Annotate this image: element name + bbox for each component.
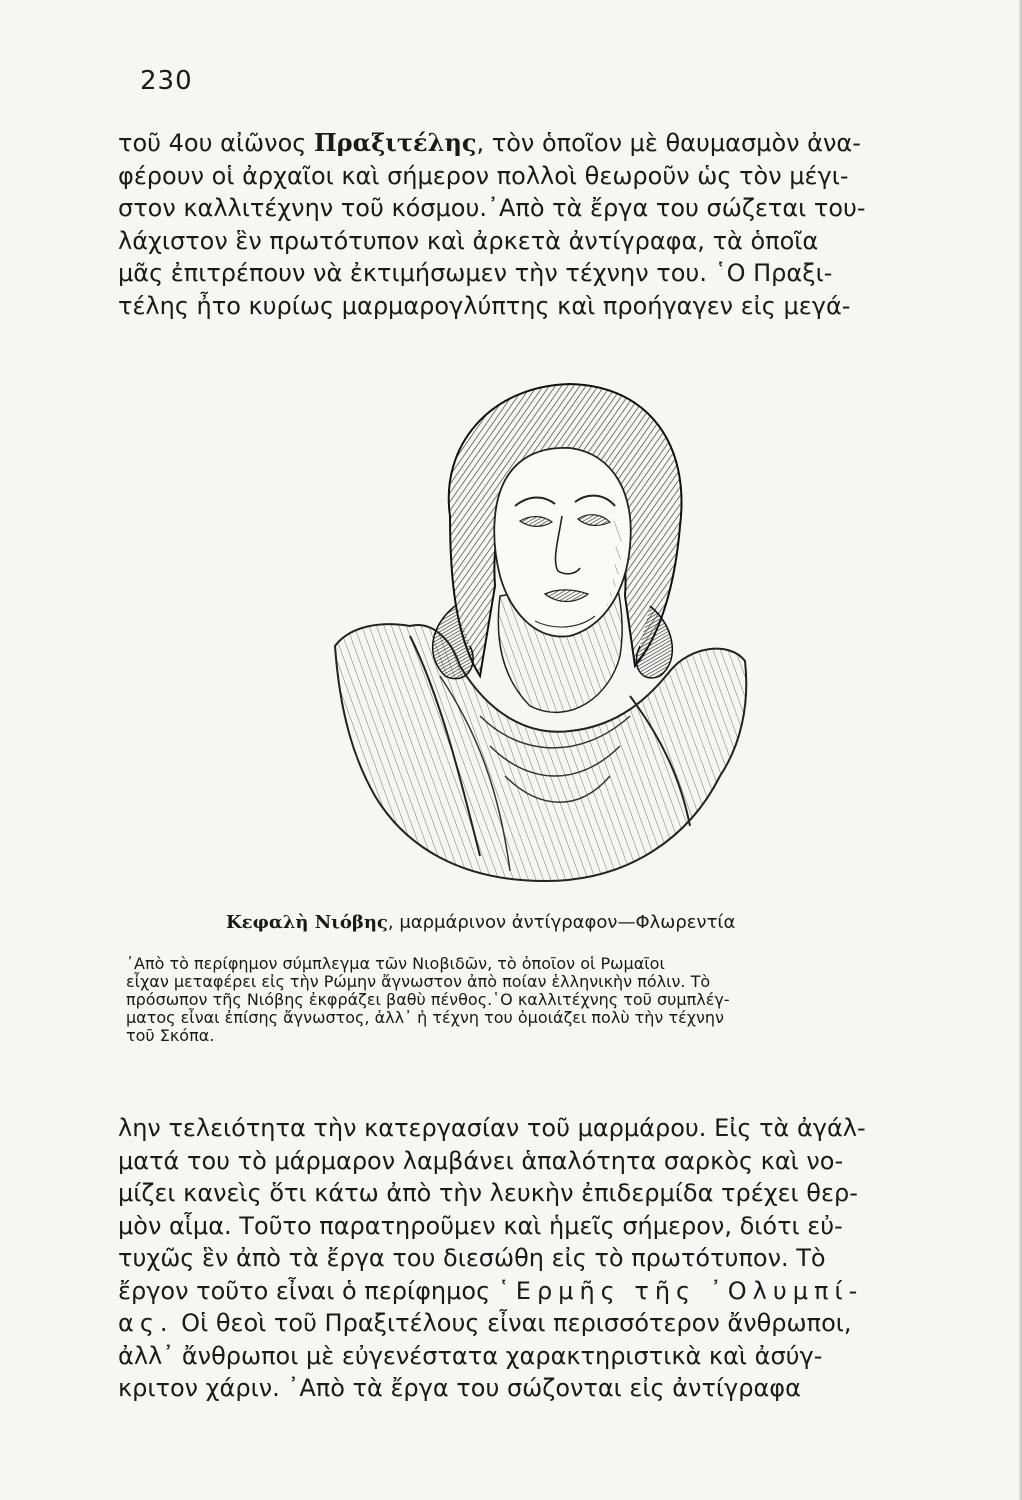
text-line: μὸν αἷμα. Τοῦτο παρατηροῦμεν καὶ ἡμεῖς σήμερον, διότι εὐ-: [118, 1211, 843, 1240]
top-paragraph: [118, 127, 964, 322]
bold-name-praxiteles: Πραξιτέλης: [313, 128, 477, 157]
caption-line: τοῦ Σκόπα.: [126, 1026, 215, 1045]
text-line: κριτον χάριν. ᾿Απὸ τὰ ἔργα του σώζονται εἰς ἀντίγραφα: [118, 1374, 801, 1402]
caption-line: εἶχαν μεταφέρει εἰς τὴν Ρώμην ἄγνωστον ἀπὸ ποίαν ἑλληνικὴν πόλιν. Τὸ: [126, 972, 711, 991]
spaced-title-hermes: ῾Ερμῆς τῆς ᾿Ολυμπί-: [497, 1276, 864, 1305]
text-line: μίζει κανεὶς ὅτι κάτω ἀπὸ τὴν λευκὴν ἐπιδερμίδα τρέχει θερ-: [118, 1179, 858, 1207]
bottom-paragraph: [118, 1112, 964, 1405]
text-line: τυχῶς ἓν ἀπὸ τὰ ἔργα του διεσώθη εἰς τὸ πρωτότυπον. Τὸ: [118, 1244, 826, 1272]
text-line: ἀλλ᾿ ἄνθρωποι μὲ εὐγενέστατα χαρακτηριστικὰ καὶ ἀσύγ-: [118, 1341, 823, 1370]
text-line: στον καλλιτέχνην τοῦ κόσμου.᾿Απὸ τὰ ἔργα του σώζεται του-: [118, 194, 866, 222]
caption-line: ματος εἶναι ἐπίσης ἄγνωστος, ἀλλ᾿ ἡ τέχνη του ὁμοιάζει πολὺ τὴν τέχνην: [126, 1008, 724, 1027]
page-edge-shadow: [1018, 0, 1022, 1500]
niobe-bust-illustration: [330, 376, 750, 886]
text-line: ας. Οἱ θεοὶ τοῦ Πραξιτέλους εἶναι περισσότερον ἄνθρωποι,: [118, 1309, 852, 1337]
text-line: τοῦ 4ου αἰῶνος Πραξιτέλης, τὸν ὁποῖον μὲ θαυμασμὸν ἀνα-: [118, 128, 861, 157]
caption-line: πρόσωπον τῆς Νιόβης ἐκφράζει βαθὺ πένθος.῾Ο καλλιτέχνης τοῦ συμπλέγ-: [126, 990, 730, 1009]
text-line: ματά του τὸ μάρμαρον λαμβάνει ἁπαλότητα σαρκὸς καὶ νο-: [118, 1146, 844, 1175]
figure-caption-title: Κεφαλὴ Νιόβης, μαρμάρινον ἀντίγραφον—Φλωρεντία: [226, 912, 736, 933]
text-line: μᾶς ἐπιτρέπουν νὰ ἐκτιμήσωμεν τὴν τέχνην του. ῾Ο Πραξι-: [118, 259, 833, 287]
figure-caption-description: [126, 955, 966, 1045]
text-line: τέλης ἦτο κυρίως μαρμαρογλύπτης καὶ προήγαγεν εἰς μεγά-: [118, 291, 851, 320]
text-line: λάχιστον ἓν πρωτότυπον καὶ ἀρκετὰ ἀντίγραφα, τὰ ὁποῖα: [118, 226, 819, 255]
page-number: 230: [140, 66, 193, 96]
text-line: φέρουν οἱ ἀρχαῖοι καὶ σήμερον πολλοὶ θεωροῦν ὡς τὸν μέγι-: [118, 161, 849, 190]
caption-line: ᾿Απὸ τὸ περίφημον σύμπλεγμα τῶν Νιοβιδῶν, τὸ ὁποῖον οἱ Ρωμαῖοι: [126, 954, 665, 973]
text-line: ἔργον τοῦτο εἶναι ὁ περίφημος ῾Ερμῆς τῆς ᾿Ολυμπί-: [118, 1276, 864, 1305]
text-line: λην τελειότητα τὴν κατεργασίαν τοῦ μαρμάρου. Εἰς τὰ ἀγάλ-: [118, 1114, 866, 1142]
